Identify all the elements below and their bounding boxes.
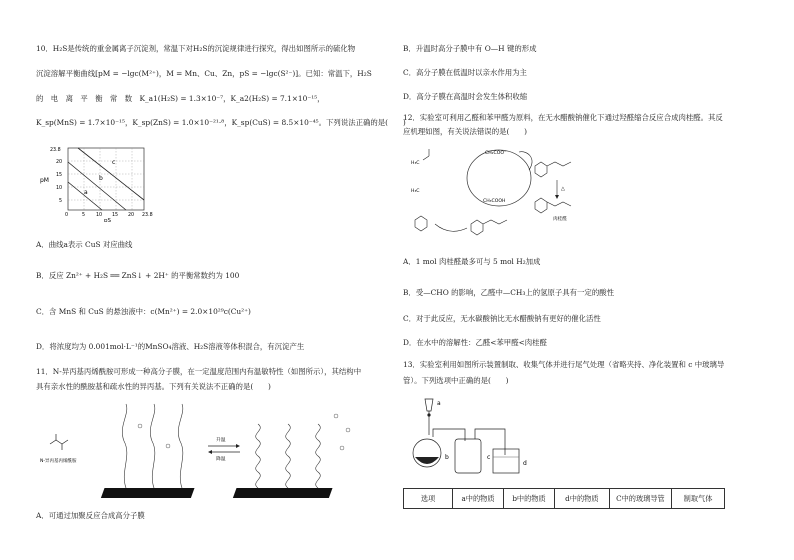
intermediate-ring [471, 220, 483, 235]
q11-option-b[interactable]: B．升温时高分子膜中有 O—H 键的形成 [403, 44, 537, 53]
cinnamaldehyde-chain [547, 202, 571, 206]
table-header: 选项 [404, 489, 453, 509]
x-axis-label: pS [104, 218, 111, 222]
arrow-cool-head [208, 450, 212, 454]
delta-label: △ [561, 186, 565, 192]
y-axis-label: pM [40, 177, 49, 184]
label-d: d [523, 460, 527, 467]
y-tick: 5 [59, 199, 63, 204]
q10-stem-line4: K_sp(MnS) = 1.7×10⁻¹⁵，K_sp(ZnS) = 1.0×10⁻²¹·⁸，K_sp(CuS) = 8.5×10⁻⁴⁵。下列说法正确的是( ) [36, 118, 406, 127]
collection-bottle [455, 439, 481, 473]
arrow-heat-head [236, 444, 240, 448]
monomer-structure [50, 434, 68, 450]
tail-gas-tube [475, 429, 505, 455]
catalytic-cycle [467, 150, 531, 206]
q12-stem-line2: 应机理如图，有关说法错误的是( ) [403, 127, 528, 136]
y-tick: 15 [56, 173, 63, 178]
acetaldehyde-structure [423, 149, 429, 160]
y-tick: 23.8 [50, 148, 61, 153]
q10-option-b[interactable]: B．反应 Zn²⁺ + H₂S ══ ZnS↓ + 2H⁺ 的平衡常数约为 100 [36, 271, 240, 280]
aldol-chain [547, 162, 571, 166]
y-tick: 20 [56, 160, 63, 165]
table-header-row [404, 489, 725, 509]
curve-label-b: b [99, 175, 103, 182]
y-tick: 10 [56, 186, 63, 191]
q12-option-d[interactable]: D．在水中的溶解性：乙醛<苯甲醛<肉桂醛 [403, 338, 547, 347]
x-tick: 20 [128, 213, 135, 218]
q12-mechanism-figure [407, 140, 607, 246]
monomer-label: N-异丙基丙烯酰胺 [40, 459, 77, 464]
q12-option-b[interactable]: B．受—CHO 的影响，乙醛中—CH₃上的氢原子具有一定的酸性 [403, 288, 614, 297]
q11-polymer-figure [36, 396, 386, 506]
q13-options-table [403, 488, 725, 509]
label-h3c-top: H₃C [411, 161, 420, 166]
label-b: b [445, 454, 449, 461]
label-ch2coo: CH₂COO⁻ [485, 151, 507, 156]
x-tick: 0 [65, 213, 69, 218]
q10-stem-line3: 的 电 离 平 衡 常 数 K_a1(H₂S) = 1.3×10⁻⁷，K_a2(H₂S) = 7.1×10⁻¹⁵， [36, 94, 325, 103]
table-header: a中的物质 [453, 489, 504, 509]
arrow-label-heat: 升温 [216, 438, 226, 443]
q12-stem-line1: 12．实验室可利用乙醛和苯甲醛为原料，在无水醋酸钠催化下通过羟醛缩合反应合成肉桂醛。其反 [403, 113, 723, 122]
funnel-stopcock [427, 413, 430, 416]
polymer-chains-left [122, 404, 183, 488]
polymer-chains-right [256, 424, 321, 488]
graph-frame [68, 148, 144, 210]
graph-grid [68, 148, 144, 210]
cycle-arrow-1 [519, 152, 532, 170]
benzaldehyde-ring [415, 216, 427, 231]
substrate-right [233, 488, 333, 498]
table-header: 制取气体 [672, 489, 725, 509]
curve-b [68, 162, 126, 210]
q11-option-a[interactable]: A．可通过加聚反应合成高分子膜 [36, 511, 145, 520]
q10-stem-line2: 沉淀溶解平衡曲线[pM = −lgc(M²⁺)，M = Mn、Cu、Zn，pS = −lgc(S²⁻)]。已知：常温下，H₂S [36, 69, 372, 78]
q10-solubility-graph [40, 142, 180, 222]
label-h3c-mid: H₃C [411, 189, 420, 194]
dehydration-arrow-head [555, 195, 559, 199]
table-header: d中的物质 [554, 489, 609, 509]
q10-option-c[interactable]: C．含 MnS 和 CuS 的悬浊液中：c(Mn²⁺) = 2.0×10²⁹c(Cu²⁺) [36, 307, 251, 316]
table-header: b中的物质 [504, 489, 555, 509]
q11-option-d[interactable]: D．高分子膜在高温时会发生体积收缩 [403, 92, 528, 101]
arrow-label-cool: 降温 [216, 457, 226, 462]
q13-stem-line2: 管）。下列选项中正确的是( ) [403, 376, 509, 385]
table-header: C中的玻璃导管 [609, 489, 671, 509]
x-tick: 5 [82, 213, 86, 218]
absorption-beaker [493, 449, 519, 473]
flask-contents [415, 457, 439, 464]
q12-option-c[interactable]: C．对于此反应，无水碳酸钠比无水醋酸钠有更好的催化活性 [403, 314, 601, 323]
label-ch3cooh: CH₃COOH [483, 199, 506, 204]
q10-option-d[interactable]: D．将浓度均为 0.001mol·L⁻¹的MnSO₄溶液、H₂S溶液等体积混合，有沉淀产生 [36, 342, 305, 351]
q13-apparatus-figure [407, 393, 547, 481]
intermediate-chain [483, 220, 507, 224]
x-tick: 10 [96, 213, 103, 218]
q13-stem-line1: 13．实验室利用如图所示装置制取、收集气体并进行尾气处理（省略夹持、净化装置和 c 中玻璃导 [403, 360, 725, 369]
separatory-funnel [425, 399, 433, 411]
q11-stem-line1: 11．N-异丙基丙烯酰胺可形成一种高分子膜，在一定温度范围内有温敏特性（如图所示），其结构中 [36, 367, 362, 376]
q11-option-c[interactable]: C．高分子膜在低温时以亲水作用为主 [403, 68, 527, 77]
product-label: 肉桂醛 [553, 217, 567, 222]
q11-stem-line2: 具有亲水性的酰胺基和疏水性的异丙基。下列有关说法不正确的是( ) [36, 382, 271, 391]
curve-label-a: a [84, 189, 88, 196]
curve-label-c: c [112, 159, 116, 166]
label-a: a [437, 400, 441, 407]
substrate-left [101, 488, 195, 498]
q12-option-a[interactable]: A．1 mol 肉桂醛最多可与 5 mol H₂加成 [403, 257, 541, 266]
cinnamaldehyde-ring [535, 198, 547, 213]
cycle-arrow-2 [435, 224, 467, 231]
q10-stem-line1: 10．H₂S是传统的重金属离子沉淀剂，常温下对H₂S的沉淀规律进行探究，得出如图所示的硫化物 [36, 44, 356, 53]
q10-option-a[interactable]: A．曲线a表示 CuS 对应曲线 [36, 240, 133, 249]
x-tick: 15 [112, 213, 119, 218]
x-tick: 23.8 [142, 213, 153, 218]
aldol-ring [535, 162, 547, 177]
label-c: c [487, 454, 491, 461]
